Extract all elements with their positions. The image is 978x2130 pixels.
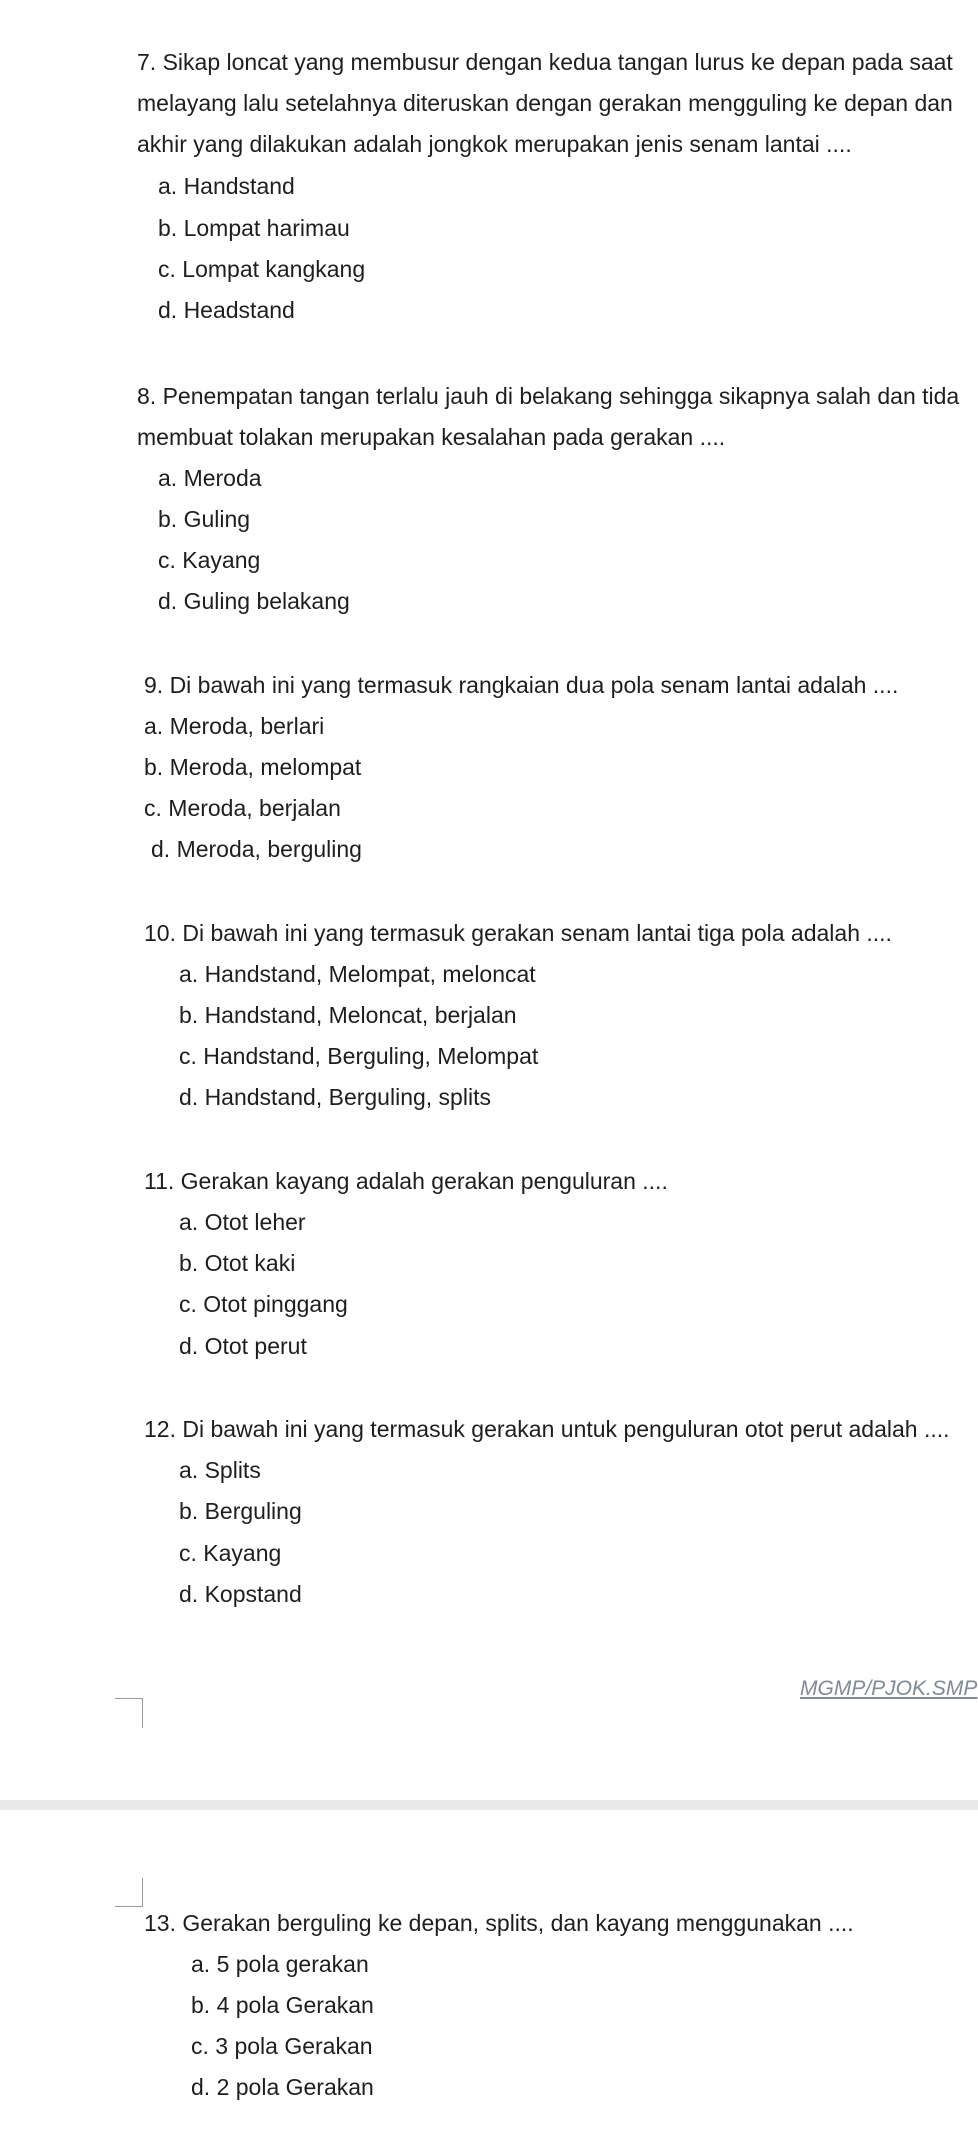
question-8-option-a: a. Meroda — [158, 465, 262, 491]
question-10-option-a: a. Handstand, Melompat, meloncat — [179, 961, 536, 987]
question-7-stem-line-2: melayang lalu setelahnya diteruskan dengan gerakan mengguling ke depan dan — [137, 90, 953, 116]
question-13-stem: 13. Gerakan berguling ke depan, splits, dan kayang menggunakan .... — [144, 1910, 854, 1936]
question-7-stem-line-1: 7. Sikap loncat yang membusur dengan kedua tangan lurus ke depan pada saat — [137, 49, 953, 75]
question-9-option-b: b. Meroda, melompat — [144, 754, 362, 780]
document-page-2 — [0, 1810, 978, 2130]
question-9-option-a: a. Meroda, berlari — [144, 713, 325, 739]
question-12-option-d: d. Kopstand — [179, 1581, 302, 1607]
question-10-option-c: c. Handstand, Berguling, Melompat — [179, 1043, 539, 1069]
question-11-option-a: a. Otot leher — [179, 1209, 306, 1235]
question-9-stem: 9. Di bawah ini yang termasuk rangkaian dua pola senam lantai adalah .... — [144, 672, 899, 698]
question-8-stem-line-1: 8. Penempatan tangan terlalu jauh di belakang sehingga sikapnya salah dan tida — [137, 383, 960, 409]
question-7-option-d: d. Headstand — [158, 297, 295, 323]
question-10-option-b: b. Handstand, Meloncat, berjalan — [179, 1002, 517, 1028]
question-11-option-b: b. Otot kaki — [179, 1250, 296, 1276]
question-7-stem-line-3: akhir yang dilakukan adalah jongkok merupakan jenis senam lantai .... — [137, 131, 852, 157]
question-8-option-c: c. Kayang — [158, 547, 261, 573]
question-13-option-b: b. 4 pola Gerakan — [191, 1992, 374, 2018]
question-13-option-c: c. 3 pola Gerakan — [191, 2033, 373, 2059]
question-10-option-d: d. Handstand, Berguling, splits — [179, 1084, 491, 1110]
question-9-option-c: c. Meroda, berjalan — [144, 795, 341, 821]
question-12-option-b: b. Berguling — [179, 1498, 302, 1524]
question-13-option-d: d. 2 pola Gerakan — [191, 2074, 374, 2100]
question-12-option-a: a. Splits — [179, 1457, 261, 1483]
page-footer: MGMP/PJOK.SMP — [800, 1677, 978, 1700]
question-10-stem: 10. Di bawah ini yang termasuk gerakan senam lantai tiga pola adalah .... — [144, 920, 892, 946]
crop-mark-top — [115, 1698, 143, 1728]
question-8-option-b: b. Guling — [158, 506, 251, 532]
question-12-option-c: c. Kayang — [179, 1540, 282, 1566]
question-8-stem-line-2: membuat tolakan merupakan kesalahan pada gerakan .... — [137, 424, 726, 450]
question-11-option-d: d. Otot perut — [179, 1333, 307, 1359]
question-13-option-a: a. 5 pola gerakan — [191, 1951, 369, 1977]
question-7-option-c: c. Lompat kangkang — [158, 256, 366, 282]
crop-mark-bottom — [115, 1878, 143, 1907]
question-11-option-c: c. Otot pinggang — [179, 1291, 348, 1317]
question-7-option-b: b. Lompat harimau — [158, 215, 350, 241]
question-11-stem: 11. Gerakan kayang adalah gerakan penguluran .... — [144, 1168, 668, 1194]
question-9-option-d: d. Meroda, berguling — [151, 836, 362, 862]
question-7-option-a: a. Handstand — [158, 173, 295, 199]
page-separator — [0, 1800, 978, 1810]
question-8-option-d: d. Guling belakang — [158, 588, 350, 614]
question-12-stem: 12. Di bawah ini yang termasuk gerakan untuk penguluran otot perut adalah .... — [144, 1416, 950, 1442]
